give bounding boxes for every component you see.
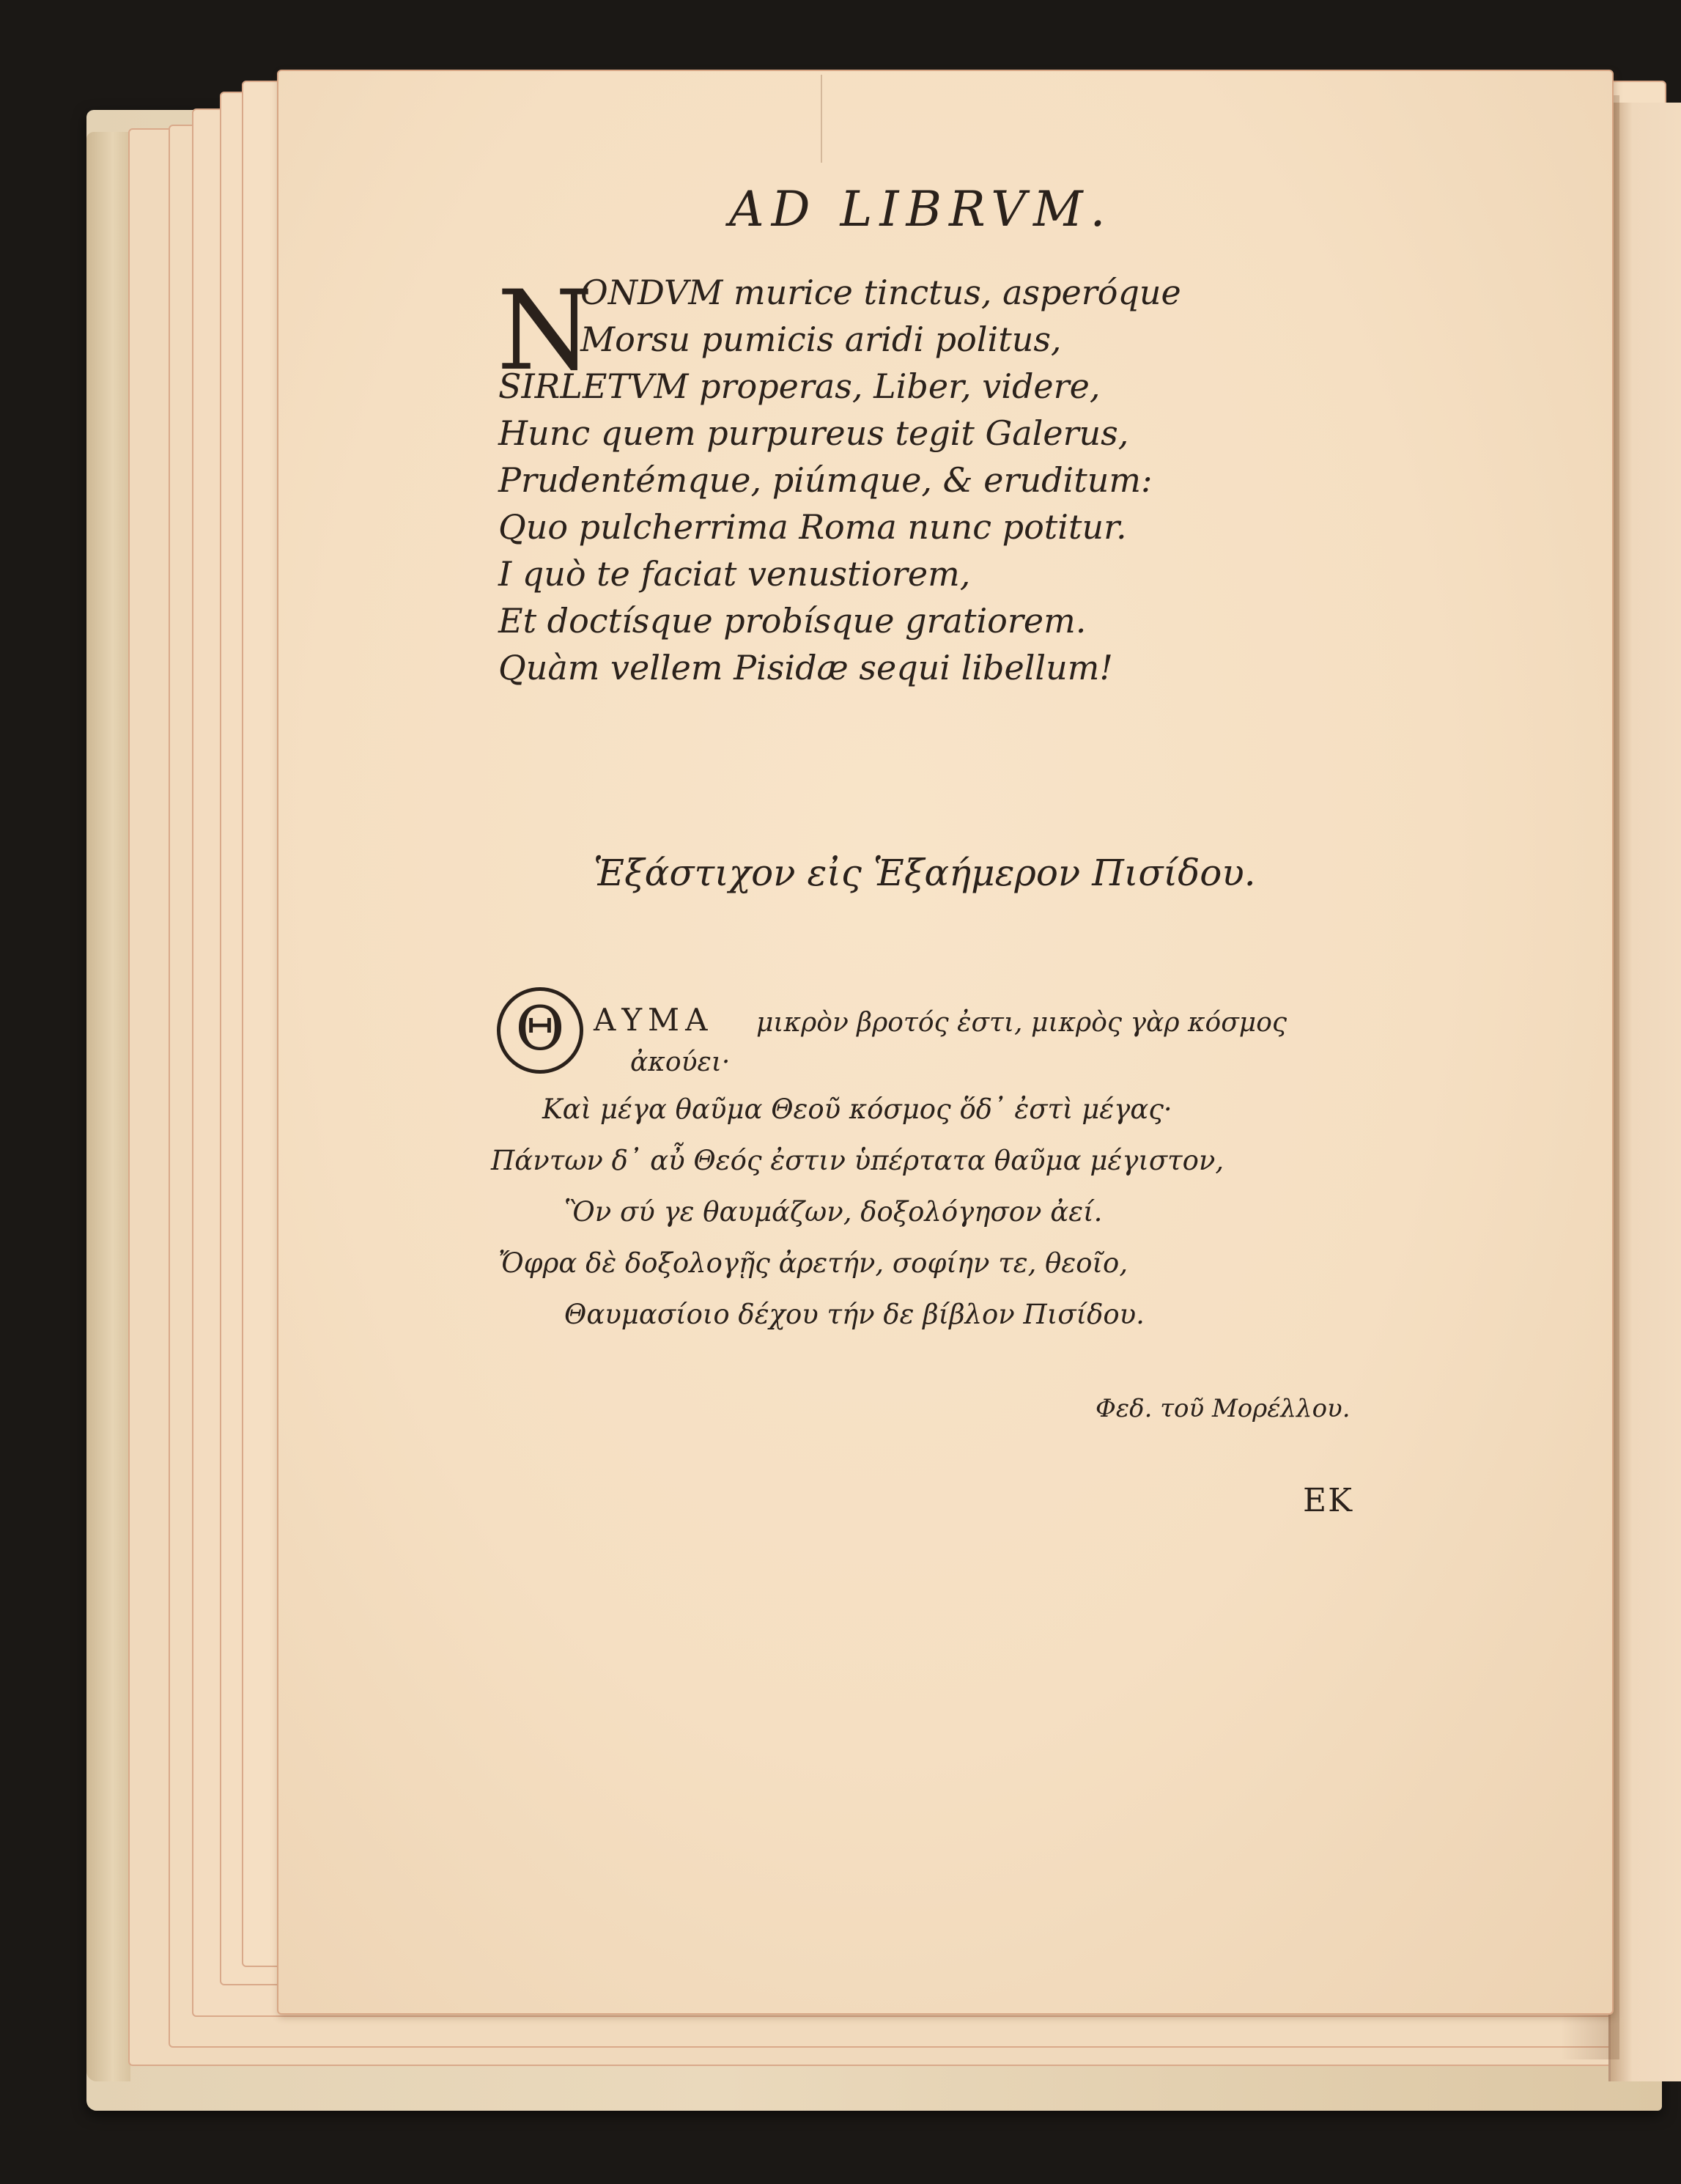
poem-line: SIRLETVM properas, Liber, videre,	[498, 366, 1101, 406]
greek-poem-line: Θαυμασίοιο δέχου τήν δε βίβλον Πισίδου.	[564, 1299, 1145, 1330]
greek-poem-line: Ὃν σύ γε θαυμάζων, δοξολόγησον ἀεί.	[564, 1196, 1103, 1228]
poem-line: I quò te faciat venustiorem,	[498, 554, 971, 594]
poem-line: Quàm vellem Pisidæ sequi libellum!	[498, 648, 1113, 687]
latin-dropcap: N	[497, 268, 594, 395]
greek-first-line-continuation: ἀκούει·	[630, 1047, 731, 1077]
page-crease	[821, 75, 822, 163]
greek-heading: Ἑξάστιχον εἰς Ἑξαήμερον Πισίδου.	[594, 852, 1256, 894]
book-page	[277, 70, 1614, 2015]
greek-poem-line: Πάντων δ᾽ αὖ Θεός ἐστιν ὑπέρτατα θαῦμα μέγιστον,	[491, 1145, 1224, 1176]
poem-line: Morsu pumicis aridi politus,	[580, 320, 1062, 359]
greek-initial: Θ	[497, 987, 583, 1074]
catchword: EK	[1303, 1482, 1353, 1519]
poem-line: Prudentémque, piúmque, & eruditum:	[498, 460, 1153, 500]
signature: Φεδ. τοῦ Μορέλλου.	[1096, 1394, 1351, 1423]
page-title: AD LIBRVM.	[729, 181, 1113, 237]
poem-line: Quo pulcherrima Roma nunc potitur.	[498, 507, 1127, 547]
latin-poem	[498, 269, 1561, 691]
greek-poem-line: Καὶ μέγα θαῦμα Θεοῦ κόσμος ὅδ᾽ ἐστὶ μέγας·	[542, 1093, 1172, 1125]
greek-head-caps: ΑΥΜΑ	[594, 1002, 714, 1038]
poem-line: ONDVM murice tinctus, asperóque	[580, 273, 1181, 312]
greek-poem-line: Ὄφρα δὲ δοξολογῇς ἀρετήν, σοφίην τε, θεοῖο,	[498, 1247, 1128, 1279]
book-spine-edge	[86, 132, 130, 2081]
greek-first-line: μικρὸν βροτός ἐστι, μικρὸς γὰρ κόσμος	[756, 1008, 1287, 1038]
poem-line: Et doctísque probísque gratiorem.	[498, 601, 1087, 641]
poem-line: Hunc quem purpureus tegit Galerus,	[498, 413, 1129, 453]
